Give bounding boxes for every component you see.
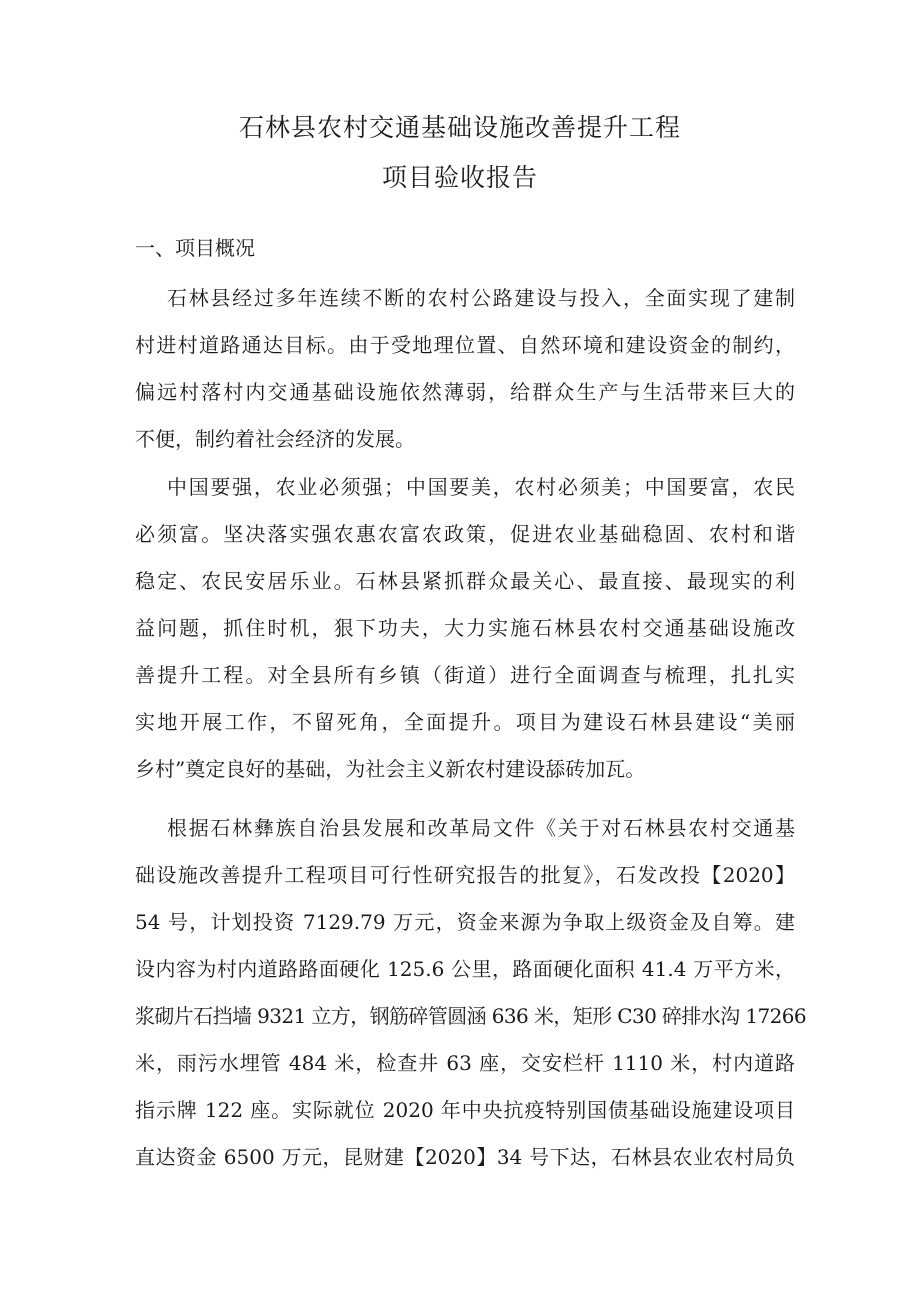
document-title-line1: 石林县农村交通基础设施改善提升工程 — [238, 113, 681, 142]
paragraph3-line: 54 号，计划投资 7129.79 万元，资金来源为争取上级资金及自筹。建 — [135, 910, 795, 934]
paragraph2-line: 必须富。坚决落实强农惠农富农政策，促进农业基础稳固、农村和谐 — [135, 522, 795, 546]
paragraph3-line: 直达资金 6500 万元，昆财建【2020】34 号下达，石林县农业农村局负 — [135, 1145, 795, 1169]
paragraph1-line: 村进村道路通达目标。由于受地理位置、自然环境和建设资金的制约， — [135, 333, 795, 357]
section-heading-project-overview: 一、项目概况 — [135, 236, 255, 260]
paragraph2-line: 益问题，抓住时机，狠下功夫，大力实施石林县农村交通基础设施改 — [135, 616, 795, 640]
paragraph3-line: 设内容为村内道路路面硬化 125.6 公里，路面硬化面积 41.4 万平方米， — [135, 957, 795, 981]
paragraph2-line: 实地开展工作，不留死角，全面提升。项目为建设石林县建设“美丽 — [135, 710, 795, 734]
paragraph2-line: 中国要强，农业必须强；中国要美，农村必须美；中国要富，农民 — [167, 475, 795, 499]
paragraph3-line: 浆砌片石挡墙 9321 立方，钢筋碎管圆涵 636 米，矩形 C30 碎排水沟 17266 — [135, 1004, 806, 1028]
paragraph1-line: 偏远村落村内交通基础设施依然薄弱，给群众生产与生活带来巨大的 — [135, 380, 795, 404]
document-title-line2: 项目验收报告 — [381, 163, 538, 192]
paragraph3-line: 根据石林彝族自治县发展和改革局文件《关于对石林县农村交通基 — [167, 816, 795, 840]
paragraph3-line: 米，雨污水埋管 484 米，检查井 63 座，交安栏杆 1110 米，村内道路 — [135, 1051, 795, 1075]
paragraph1-line: 不便，制约着社会经济的发展。 — [135, 427, 415, 451]
paragraph2-line: 善提升工程。对全县所有乡镇（街道）进行全面调查与梳理，扎扎实 — [135, 663, 795, 687]
paragraph1-line: 石林县经过多年连续不断的农村公路建设与投入，全面实现了建制 — [167, 286, 795, 310]
paragraph2-line: 乡村”奠定良好的基础，为社会主义新农村建设舔砖加瓦。 — [135, 757, 646, 781]
paragraph3-line: 础设施改善提升工程项目可行性研究报告的批复》，石发改投【2020】 — [135, 863, 795, 887]
paragraph2-line: 稳定、农民安居乐业。石林县紧抓群众最关心、最直接、最现实的利 — [135, 569, 795, 593]
paragraph3-line: 指示牌 122 座。实际就位 2020 年中央抗疫特别国债基础设施建设项目 — [135, 1098, 795, 1122]
